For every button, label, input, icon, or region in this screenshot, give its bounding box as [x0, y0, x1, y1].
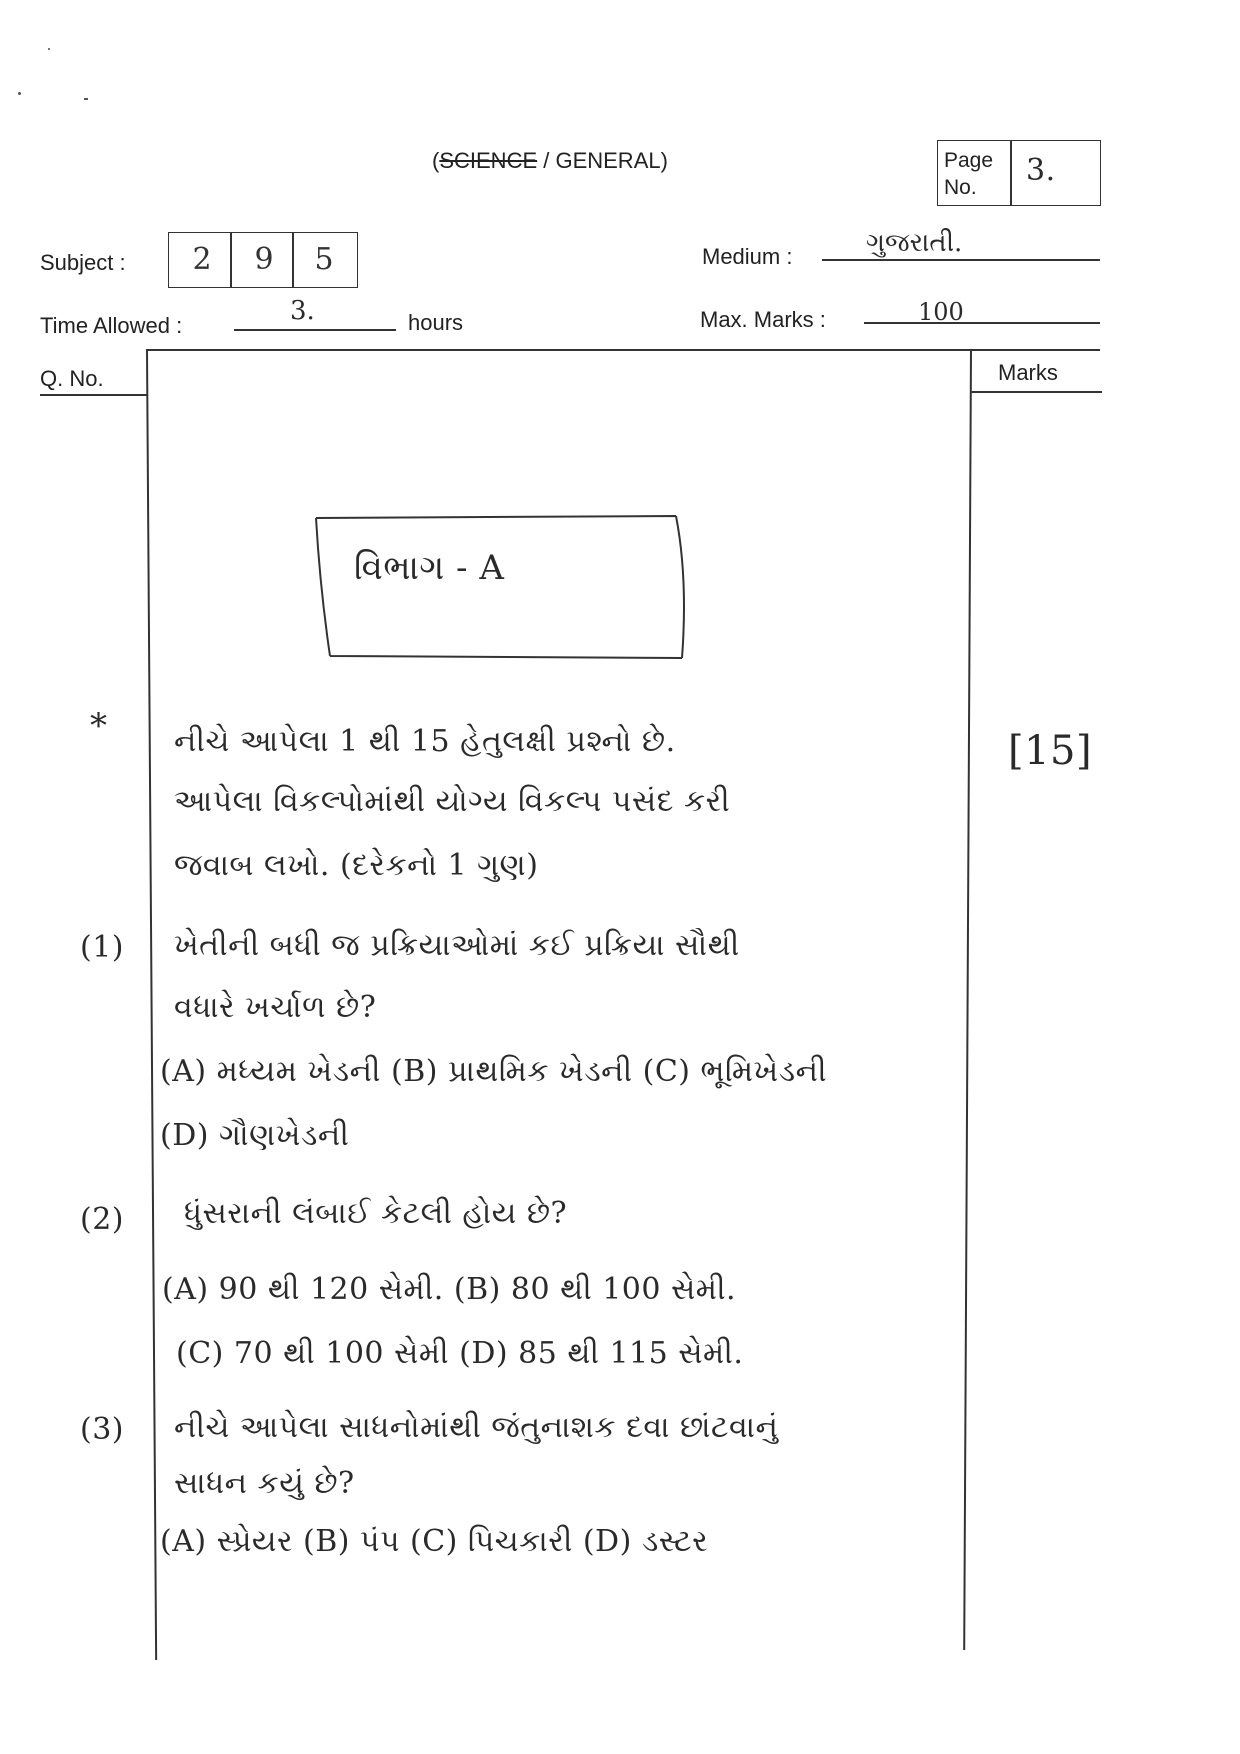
instruction-marks: [15] — [1008, 728, 1093, 774]
subject-digit-3: 5 — [314, 241, 334, 277]
table-header-rule-right — [970, 391, 1102, 393]
time-allowed-label: Time Allowed : — [40, 313, 183, 338]
medium-label: Medium : — [702, 244, 793, 269]
table-header-rule-left — [40, 394, 148, 396]
question-2-option-line-1: (A) 90 થી 120 સેમી. (B) 80 થી 100 સેમી. — [162, 1272, 737, 1307]
subject-box-divider-2 — [292, 232, 294, 288]
qno-header: Q. No. — [40, 366, 104, 391]
medium-value: ગુજરાતી. — [866, 228, 963, 258]
medium-underline — [822, 259, 1100, 261]
question-2-line-1: ધુંસરાની લંબાઈ કેટલી હોય છે? — [184, 1196, 568, 1231]
question-1-line-2: વધારે ખર્ચાળ છે? — [174, 990, 377, 1025]
question-3-option-line-1: (A) સ્પ્રેયર (B) પંપ (C) પિચકારી (D) ડસ્ટર — [160, 1524, 709, 1559]
page-label-line-1: Page — [944, 149, 994, 172]
question-1-option-line-1: (A) મધ્યમ ખેડની (B) પ્રાથમિક ખેડની (C) ભૂમિખેડની — [160, 1054, 828, 1089]
subject-box-divider-1 — [230, 232, 232, 288]
paper-stream-title — [432, 148, 668, 174]
max-marks-label: Max. Marks : — [700, 307, 826, 332]
marks-column-divider — [963, 350, 971, 1650]
section-title: વિભાગ - A — [354, 548, 505, 588]
page-label — [944, 147, 993, 201]
scan-speck — [18, 92, 21, 95]
scan-speck — [48, 48, 50, 50]
title-open-paren: ( — [432, 148, 440, 173]
question-3-line-1: નીચે આપેલા સાધનોમાંથી જંતુનાશક દવા છાંટવાનું — [174, 1410, 779, 1445]
marks-header: Marks — [998, 360, 1058, 385]
scan-speck — [84, 98, 88, 100]
max-marks-value: 100 — [918, 298, 964, 326]
section-title-frame — [300, 508, 700, 668]
question-1-option-line-2: (D) ગૌણખેડની — [160, 1118, 350, 1153]
subject-digit-1: 2 — [192, 241, 212, 277]
page-number-value: 3. — [1026, 153, 1056, 188]
question-1-number: (1) — [80, 930, 124, 965]
time-unit: hours — [408, 310, 464, 335]
subject-digit-2: 9 — [254, 241, 274, 277]
question-3-number: (3) — [80, 1412, 124, 1447]
question-2-option-line-2: (C) 70 થી 100 સેમી (D) 85 થી 115 સેમી. — [176, 1336, 744, 1371]
instruction-line-1: નીચે આપેલા 1 થી 15 હેતુલક્ષી પ્રશ્નો છે. — [174, 724, 676, 759]
time-allowed-underline — [234, 329, 396, 331]
instruction-line-2: આપેલા વિકલ્પોમાંથી યોગ્ય વિકલ્પ પસંદ કરી — [174, 784, 731, 819]
page-label-line-2: No. — [944, 176, 977, 199]
question-1-line-1: ખેતીની બધી જ પ્રક્રિયાઓમાં કઈ પ્રક્રિયા સૌથી — [174, 928, 740, 963]
subject-label: Subject : — [40, 250, 126, 275]
instruction-marker: * — [90, 706, 108, 746]
max-marks-underline — [864, 322, 1100, 324]
page-label-divider — [1010, 141, 1012, 205]
page-number-box — [937, 140, 1101, 206]
time-allowed-value: 3. — [290, 296, 315, 326]
question-2-number: (2) — [80, 1202, 124, 1237]
qno-column-divider — [146, 350, 157, 1660]
instruction-line-3: જવાબ લખો. (દરેકનો 1 ગુણ) — [174, 848, 539, 883]
table-top-rule — [146, 349, 1100, 351]
title-general: / GENERAL) — [537, 148, 668, 173]
question-3-line-2: સાધન કયું છે? — [174, 1466, 355, 1501]
title-struck-science: SCIENCE — [439, 148, 538, 173]
